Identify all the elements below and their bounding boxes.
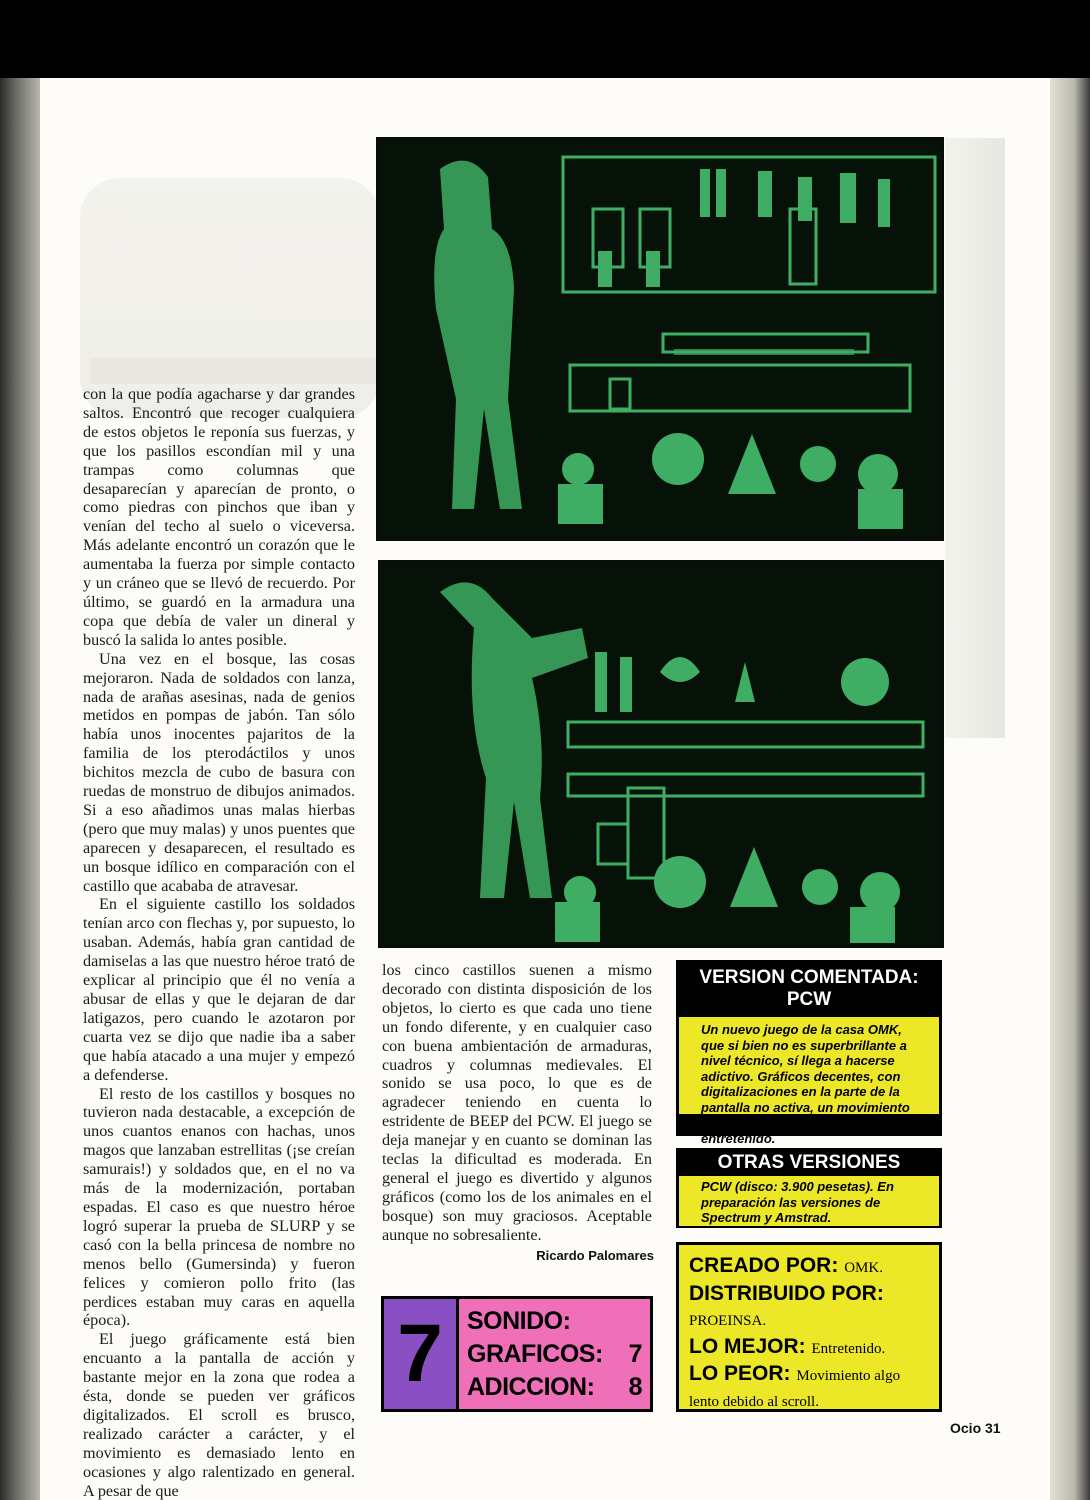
- score-row: [467, 1305, 642, 1338]
- author-byline: Ricardo Palomares: [536, 1248, 654, 1263]
- score-row: [467, 1371, 642, 1404]
- credits-box: [676, 1242, 942, 1412]
- article-left-column: [83, 385, 355, 1500]
- worst-value: Movimiento algo lento debido al scroll.: [689, 1368, 901, 1410]
- forest-scene-graphic: [380, 562, 942, 946]
- game-screenshot-forest: [378, 560, 944, 948]
- show-through-bar: [90, 358, 380, 384]
- created-by-value: OMK.: [844, 1260, 883, 1276]
- page-binding-left: [0, 78, 40, 1500]
- paragraph: El juego gráficamente está bien encuanto a la pantalla de acción y bastante mejor en la zona que rodea a ésta, donde se pueden ver gráficos digitalizados. El scroll es brusco, realizado carácter a carácter, y el movimiento es demasiado lento en ocasiones y algo ralentizado en general. A pesar de que: [83, 1330, 355, 1500]
- best-point: [689, 1334, 929, 1362]
- created-by-label: CREADO POR:: [689, 1254, 839, 1277]
- distributed-by-value: PROEINSA.: [689, 1313, 767, 1329]
- rating-panel: [381, 1296, 653, 1412]
- show-through-right: [945, 138, 1005, 738]
- score-row: [467, 1338, 642, 1371]
- page-edge-right: [1050, 78, 1090, 1500]
- overall-score-box: [381, 1296, 459, 1412]
- game-screenshot-castle: [376, 137, 944, 541]
- paragraph: con la que podía agacharse y dar grandes saltos. Encontró que recoger cualquiera de estos objetos le reponía sus fuerzas, y que los pasillos escondían mil y una trampas como columnas que desaparecían y aparecían de pronto, o como piedras con pinchos que iban y venían del techo al suelo o viceversa. Más adelante encontró un corazón que le aumentaba la fuerza por simple contacto y un cráneo que se llevó de recuerdo. Por último, se guardó en la armadura una copa que debía de valer un dineral y buscó la salida lo antes posible.: [83, 385, 355, 649]
- page-folio: [950, 1420, 1001, 1436]
- paragraph: los cinco castillos suenen a mismo decorado con distinta disposición de los objetos, lo cierto es que cada uno tiene un fondo diferente, y en cualquier caso con buena ambientación de armaduras, cuadros y columnas medievales. El sonido se usa poco, lo que es de agradecer teniendo en cuenta lo estridente de BEEP del PCW. El juego se deja manejar y en cuanto se dominan las teclas la dificultad es moderada. En general el juego es divertido y algunos gráficos (como los de los animales en el bosque) son muy graciosos. Aceptable aunque no sobresaliente.: [382, 961, 652, 1244]
- best-label: LO MEJOR:: [689, 1335, 806, 1358]
- score-label: SONIDO:: [467, 1307, 571, 1335]
- paragraph: Una vez en el bosque, las cosas mejoraron. Nada de soldados con lanza, nada de arañas asesinas, nada de genios metidos en pompas de jabón. Tan sólo había unos inocentes pajaritos de la familia de los pterodáctilos y unos bichitos mezcla de cubo de basura con ruedas de monstruo de dibujos animados. Si a eso añadimos unas malas hierbas (pero que muy malas) y unos puentes que aparecen y desaparecen, el resultado es un bosque idílico en comparación con el castillo que acababa de atravesar.: [83, 649, 355, 895]
- best-value: Entretenido.: [811, 1341, 886, 1357]
- score-label: GRAFICOS:: [467, 1340, 603, 1368]
- score-label: ADICCION:: [467, 1373, 595, 1401]
- score-value: 7: [628, 1340, 642, 1368]
- version-box-text: Un nuevo juego de la casa OMK, que si bien no es superbrillante a nivel técnico, sí llega a hacerse adictivo. Gráficos decentes, con digitalizaciones en la parte de la pantalla no activa, un movimiento adecuado y un desarrollo entretenido.: [679, 1017, 939, 1114]
- version-commented-box: [676, 960, 942, 1146]
- other-versions-title: OTRAS VERSIONES: [717, 1152, 901, 1173]
- score-value: 8: [628, 1373, 642, 1401]
- article-middle-column: [382, 961, 652, 1245]
- worst-point: [689, 1362, 929, 1414]
- castle-scene-graphic: [378, 139, 942, 539]
- score-list: [459, 1296, 653, 1412]
- distributed-by-label: DISTRIBUIDO POR:: [689, 1282, 884, 1305]
- overall-score: 7: [397, 1308, 443, 1399]
- magazine-name: Ocio: [950, 1420, 982, 1436]
- created-by: [689, 1253, 929, 1281]
- other-versions-box: [676, 1148, 942, 1228]
- other-versions-text: PCW (disco: 3.900 pesetas). En preparación las versiones de Spectrum y Amstrad.: [679, 1176, 939, 1226]
- page-number: 31: [985, 1420, 1001, 1436]
- version-box-title: VERSION COMENTADA: PCW: [699, 967, 919, 1010]
- paragraph: El resto de los castillos y bosques no tuvieron nada destacable, a excepción de unos cuantos enanos con hachas, unos magos que lanzaban estrellitas (¡se creían samurais!) y soldados que, en el no va más de la modernización, portaban espadas. El caso es que nuestro héroe logró superar la prueba de SLURP y se casó con la bella princesa de nombre no menos bello (Gumersinda) y fueron felices y comieron pollo frito (las perdices estaban muy caras en aquella época).: [83, 1084, 355, 1330]
- paragraph: En el siguiente castillo los soldados tenían arco con flechas y, por supuesto, lo usaban. Además, había gran cantidad de damiselas a las que nuestro héroe trató de explicar al principio que él no venía a abusar de ellas y que le dejaran de dar latigazos, pero cuando le azotaron por cuarta vez se dijo que nadie iba a saber que había atacado a una mujer y empezó a defenderse.: [83, 895, 355, 1084]
- distributed-by: [689, 1306, 929, 1334]
- worst-label: LO PEOR:: [689, 1362, 791, 1385]
